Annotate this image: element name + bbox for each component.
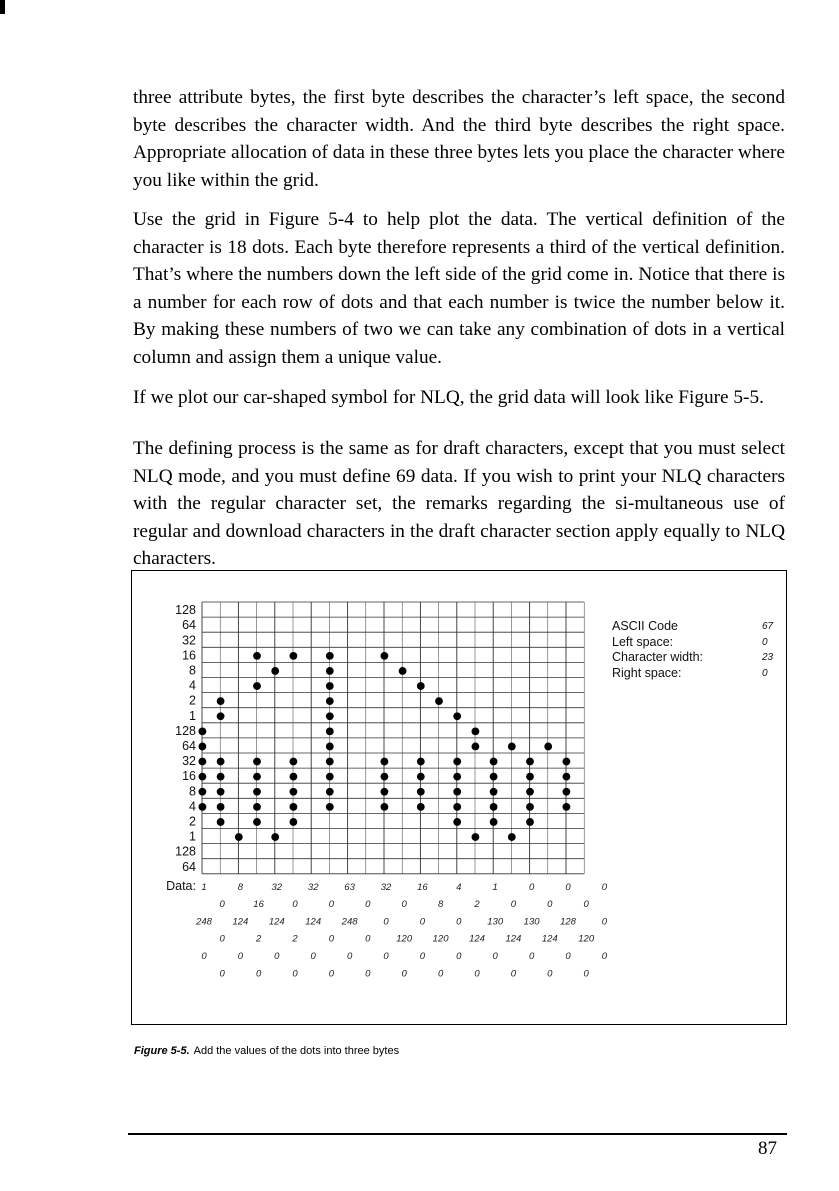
plotted-dot [472,727,480,735]
plotted-dot [526,773,534,781]
plotted-dot [453,788,461,796]
data-value: 0 [601,951,608,962]
data-value: 120 [432,933,449,945]
plotted-dot [290,818,298,826]
data-value: 4 [456,881,462,893]
data-label: Data: [166,878,196,893]
plotted-dot [253,773,261,781]
plotted-dot [544,743,552,751]
plotted-dot [508,743,516,751]
data-value: 0 [401,899,407,911]
data-value: 0 [492,951,498,962]
plotted-dot [326,773,334,781]
data-value: 8 [237,881,244,893]
data-value: 2 [292,933,298,945]
data-value: 0 [383,916,389,928]
plotted-dot [417,682,425,690]
row-value-label: 4 [189,678,196,693]
info-label: Right space: [612,665,682,680]
row-value-label: 64 [182,618,196,633]
plotted-dot [253,682,261,690]
info-value: 0 [762,636,768,648]
plotted-dot [417,773,425,781]
data-value: 0 [528,951,535,962]
plotted-dot [417,788,425,796]
paragraph-defining-process: The defining process is the same as for draft characters, except that you must select NLQ mode, and you must define 69 data. If you wish to print your NLQ characters with the regular character set, the remarks regarding the si-multaneous use of regular and download characters in the draft character section apply equally to NLQ characters. [133,438,785,570]
plotted-dot [326,712,334,720]
plotted-dot [326,697,334,705]
caption-figure-label: Figure 5-5. [134,1045,190,1057]
data-value: 0 [583,968,589,980]
plotted-dot [381,758,389,766]
plotted-dot [453,773,461,781]
corner-mark [0,0,5,14]
data-value: 0 [328,933,335,945]
plotted-dot [290,773,298,781]
data-value: 0 [365,933,371,945]
data-value: 124 [541,933,558,945]
info-label: Left space: [612,634,674,649]
plotted-dot [381,652,389,660]
data-value: 124 [268,916,285,928]
plotted-dot [290,758,298,766]
data-value: 32 [271,881,283,893]
data-value: 0 [419,916,426,928]
plotted-dot [490,788,498,796]
plotted-dot [453,803,461,811]
plotted-dot [326,682,334,690]
info-label: Character width: [612,650,704,664]
row-value-label: 8 [189,663,196,678]
plotted-dot [490,803,498,811]
data-value: 1 [492,881,498,893]
row-value-label: 64 [182,859,196,874]
plotted-dot [253,803,261,811]
row-value-label: 8 [189,784,196,799]
plotted-dot [253,818,261,826]
row-value-label: 32 [182,754,196,769]
data-value: 0 [292,968,298,980]
plotted-dot [253,758,261,766]
plotted-dot [417,803,425,811]
plotted-dot [326,803,334,811]
data-value: 0 [328,968,335,980]
data-value: 124 [305,916,322,928]
plotted-dot [217,818,225,826]
plotted-dot [253,788,261,796]
paragraph-car-symbol: If we plot our car-shaped symbol for NLQ, the grid data will look like Figure 5-5. [133,387,764,408]
row-value-label: 128 [175,844,196,859]
data-value: 0 [255,968,262,980]
data-value: 2 [474,899,480,911]
data-value: 124 [469,933,485,945]
row-value-label: 16 [182,648,196,663]
data-value: 0 [547,968,553,980]
data-value: 0 [274,951,280,962]
page-number: 87 [758,1138,777,1159]
data-value: 128 [560,916,576,928]
figure-caption [134,1045,399,1057]
info-ascii-code [612,619,782,635]
data-value: 130 [487,916,504,928]
plotted-dot [199,773,207,781]
data-value: 248 [341,916,358,928]
paragraph-grid-explanation: Use the grid in Figure 5-4 to help plot the data. The vertical definition of the character is 18 dots. Each byte therefore represents a third of the vertical definition. That’s where the numbers down the left side of the grid come in. Notice that there is a number for each row of dots and that each number is twice the number below it. By making these numbers of two we can take any combination of dots in a vertical column and assign them a unique value. [133,209,785,368]
plotted-dot [453,712,461,720]
data-value: 0 [601,916,608,928]
character-info-panel [612,619,782,681]
data-value: 0 [201,951,207,962]
data-value: 0 [456,951,462,962]
plotted-dot [199,743,207,751]
plotted-dot [563,758,571,766]
plotted-dot [290,803,298,811]
data-value: 0 [219,899,225,911]
data-value: 0 [565,951,571,962]
row-value-label: 128 [175,723,196,738]
info-value: 67 [762,621,774,632]
row-value-label: 4 [189,799,196,814]
data-value: 0 [437,968,444,980]
data-value: 120 [396,933,413,945]
data-value: 32 [307,881,319,893]
plotted-dot [472,743,480,751]
data-value: 0 [219,933,225,945]
data-value: 63 [344,881,355,893]
data-value: 0 [583,899,589,911]
paragraph-attribute-bytes: three attribute bytes, the first byte describes the character’s left space, the second byte describes the character width. And the third byte describes the right space. Appropriate allocation of data in these three bytes lets you place the character where you like within the grid. [133,87,785,191]
row-value-label: 64 [182,738,196,753]
data-value: 0 [601,881,608,893]
plotted-dot [526,818,534,826]
plotted-dot [199,803,207,811]
data-value: 2 [255,933,262,945]
plotted-dot [490,758,498,766]
data-value: 0 [310,951,316,962]
data-value: 0 [346,951,353,962]
data-value: 124 [505,933,522,945]
plotted-dot [326,758,334,766]
plotted-dot [381,773,389,781]
caption-text: Add the values of the dots into three bytes [193,1045,400,1057]
plotted-dot [563,773,571,781]
info-value: 23 [762,652,774,663]
data-value: 0 [547,899,553,911]
plotted-dot [217,803,225,811]
data-value: 0 [328,899,335,911]
row-value-label: 16 [182,769,196,784]
plotted-dot [290,788,298,796]
plotted-dot [199,758,207,766]
plotted-dot [217,788,225,796]
row-value-label: 128 [175,603,196,618]
plotted-dot [217,712,225,720]
data-value: 0 [474,968,480,980]
plotted-dot [199,788,207,796]
row-value-label: 2 [189,814,196,829]
row-value-label: 2 [189,693,196,708]
data-value: 0 [528,881,535,893]
data-value: 130 [523,916,540,928]
plotted-dot [271,833,279,841]
plotted-dot [381,803,389,811]
plotted-dot [217,758,225,766]
plotted-dot [381,788,389,796]
data-value: 0 [292,899,298,911]
plotted-dot [271,667,279,675]
info-label: ASCII Code [612,619,679,633]
plotted-dot [326,788,334,796]
row-value-label: 32 [182,633,196,648]
plotted-dot [253,652,261,660]
plotted-dot [472,833,480,841]
row-value-label: 1 [189,708,196,723]
info-right-space [612,666,782,682]
plotted-dot [508,833,516,841]
plotted-dot [217,773,225,781]
plotted-dot [417,758,425,766]
plotted-dot [290,652,298,660]
plotted-dot [526,788,534,796]
plotted-dot [563,803,571,811]
info-character-width [612,650,782,666]
data-value: 0 [219,968,225,980]
data-value: 0 [237,951,244,962]
figure-5-5-box [131,570,787,1025]
data-value: 0 [383,951,389,962]
data-value: 0 [401,968,407,980]
plotted-dot [490,773,498,781]
data-value: 124 [232,916,249,928]
info-value: 0 [762,667,768,679]
data-value: 16 [417,881,428,893]
data-value: 0 [365,899,371,911]
row-value-label: 1 [189,829,196,844]
plotted-dot [326,652,334,660]
data-value: 0 [365,968,371,980]
plotted-dot [526,758,534,766]
plotted-dot [326,743,334,751]
data-value: 0 [510,968,517,980]
plotted-dot [399,667,407,675]
data-value: 0 [456,916,462,928]
info-left-space [612,635,782,651]
data-value: 0 [510,899,517,911]
plotted-dot [435,697,443,705]
plotted-dot [453,818,461,826]
plotted-dot [453,758,461,766]
data-value: 0 [419,951,426,962]
plotted-dot [235,833,243,841]
data-value: 1 [201,881,207,893]
data-value: 0 [565,881,571,893]
plotted-dot [563,788,571,796]
plotted-dot [217,697,225,705]
plotted-dot [199,727,207,735]
footer-rule [128,1133,787,1135]
plotted-dot [326,727,334,735]
plotted-dot [526,803,534,811]
plotted-dot [326,667,334,675]
data-value: 16 [253,899,264,911]
data-value: 248 [196,916,212,928]
data-value: 120 [578,933,595,945]
data-value: 32 [380,881,392,893]
data-value: 8 [437,899,444,911]
plotted-dot [490,818,498,826]
